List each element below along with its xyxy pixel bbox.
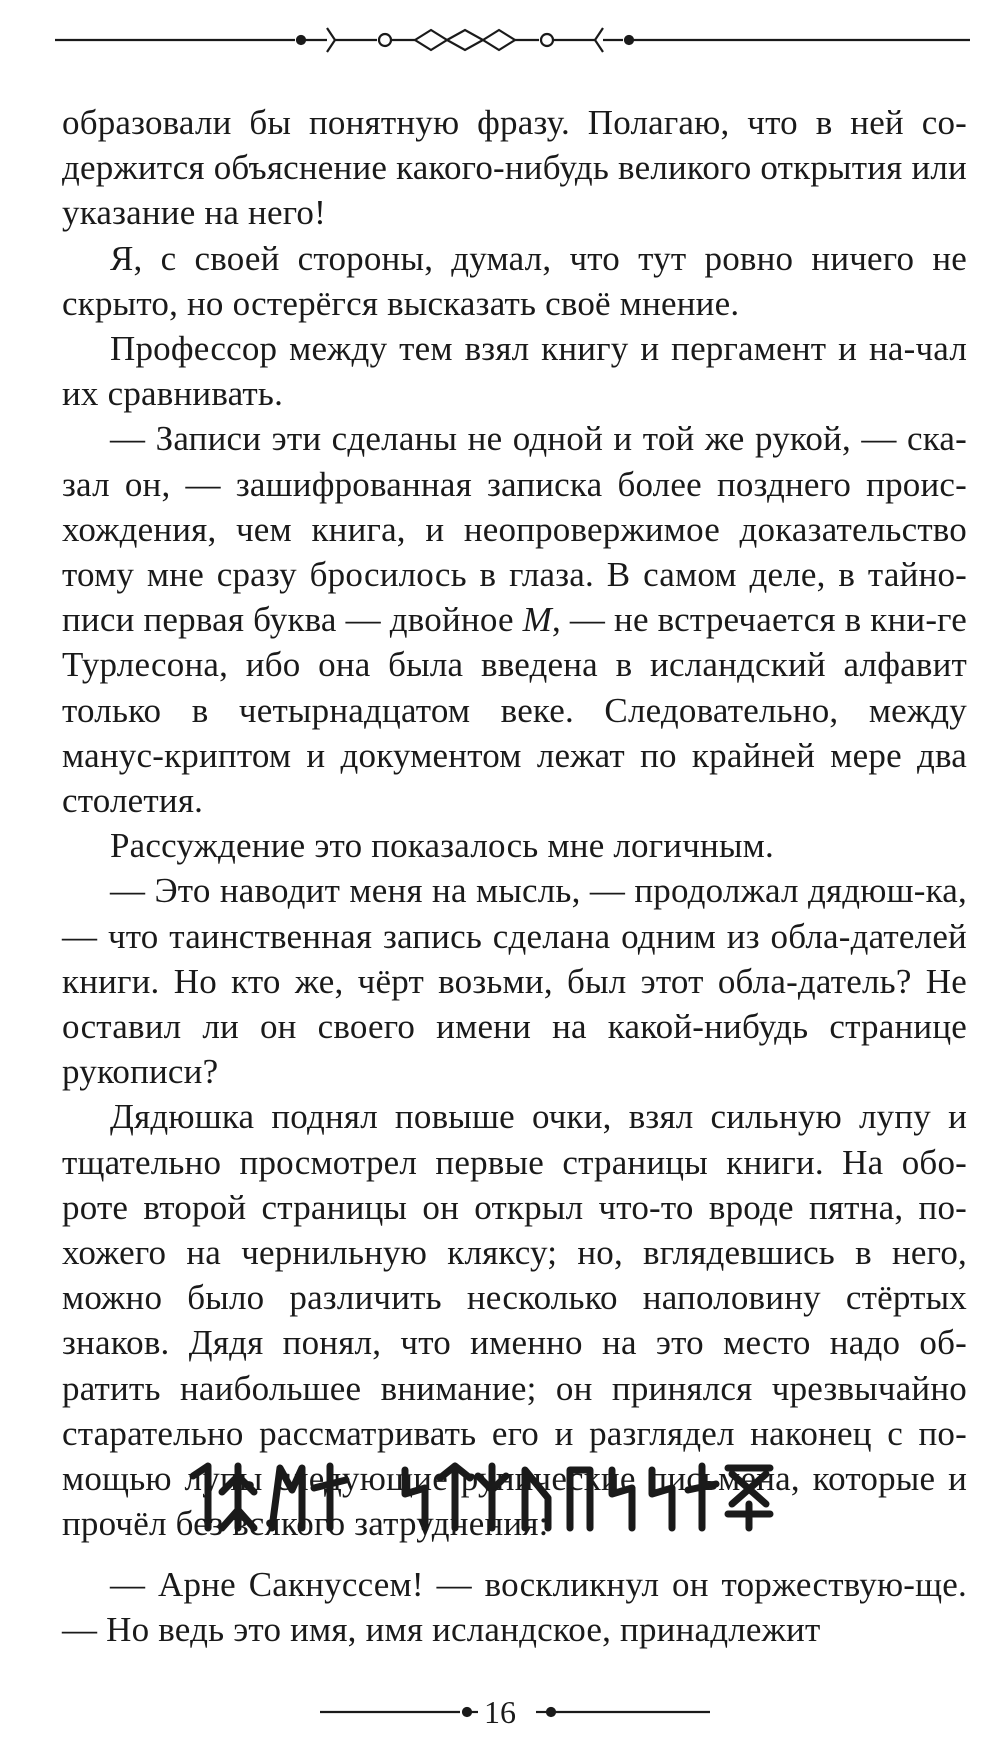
header-ornament <box>55 18 970 62</box>
paragraph-with-emphasis <box>62 416 967 823</box>
rune-word-1 <box>193 1466 346 1528</box>
header-ornament-icon <box>55 28 970 52</box>
runic-inscription <box>0 1448 1000 1538</box>
closing-text <box>62 1562 967 1652</box>
paragraph-part: , — не встречается в кни-ге Турлесона, ибо она была введена в исландский алфавит только в четырнадцатом веке. Следовательно, между манус-криптом и документом лежат по крайней мере два столетия. <box>62 600 968 821</box>
emphasized-letter: М <box>522 600 552 640</box>
main-text <box>62 100 967 1547</box>
rune-word-2 <box>405 1466 770 1528</box>
page-number-label: 16 <box>478 1694 522 1730</box>
paragraph: образовали бы понятную фразу. Полагаю, что в ней со-держится объяснение какого-нибудь великого открытия или указание на него! <box>62 103 967 233</box>
paragraph: — Это наводит меня на мысль, — продолжал дядюш-ка, — что таинственная запись сделана одним из обла-дателей книги. Но кто же, чёрт возьми, был этот обла-датель? Не оставил ли он своего имени на какой-нибудь странице рукописи? <box>62 871 967 1092</box>
paragraph: Профессор между тем взял книгу и пергамент и на-чал их сравнивать. <box>62 329 967 414</box>
paragraph: — Арне Сакнуссем! — воскликнул он торжествую-ще. — Но ведь это имя, имя исландское, принадлежит <box>62 1565 967 1650</box>
page-number <box>0 1692 1000 1732</box>
paragraph: Дядюшка поднял повыше очки, взял сильную лупу и тщательно просмотрел первые страницы книги. На обо-роте второй страницы он открыл что-то вроде пятна, по-хожего на чернильную кляксу; но, вглядевшись в него, можно было различить несколько наполовину стёртых знаков. Дядя понял, что именно на это место надо об-ратить наибольшее внимание; он принялся чрезвычайно старательно рассматривать его и разглядел наконец с по-мощью лупы следующие рунические письмена, которые и прочёл без всякого затруднения: <box>62 1097 967 1544</box>
paragraph: Рассуждение это показалось мне логичным. <box>110 826 774 866</box>
paragraph: Я, с своей стороны, думал, что тут ровно ничего не скрыто, но остерёгся высказать своё мнение. <box>62 238 967 323</box>
paragraph-part: — Записи эти сделаны не одной и той же рукой, — ска-зал он, — зашифрованная записка более позднего проис-хождения, чем книга, и неопровержимое доказательство тому мне сразу бросилось в глаза. В самом деле, в тайно-писи первая буква — двойное <box>62 419 967 640</box>
